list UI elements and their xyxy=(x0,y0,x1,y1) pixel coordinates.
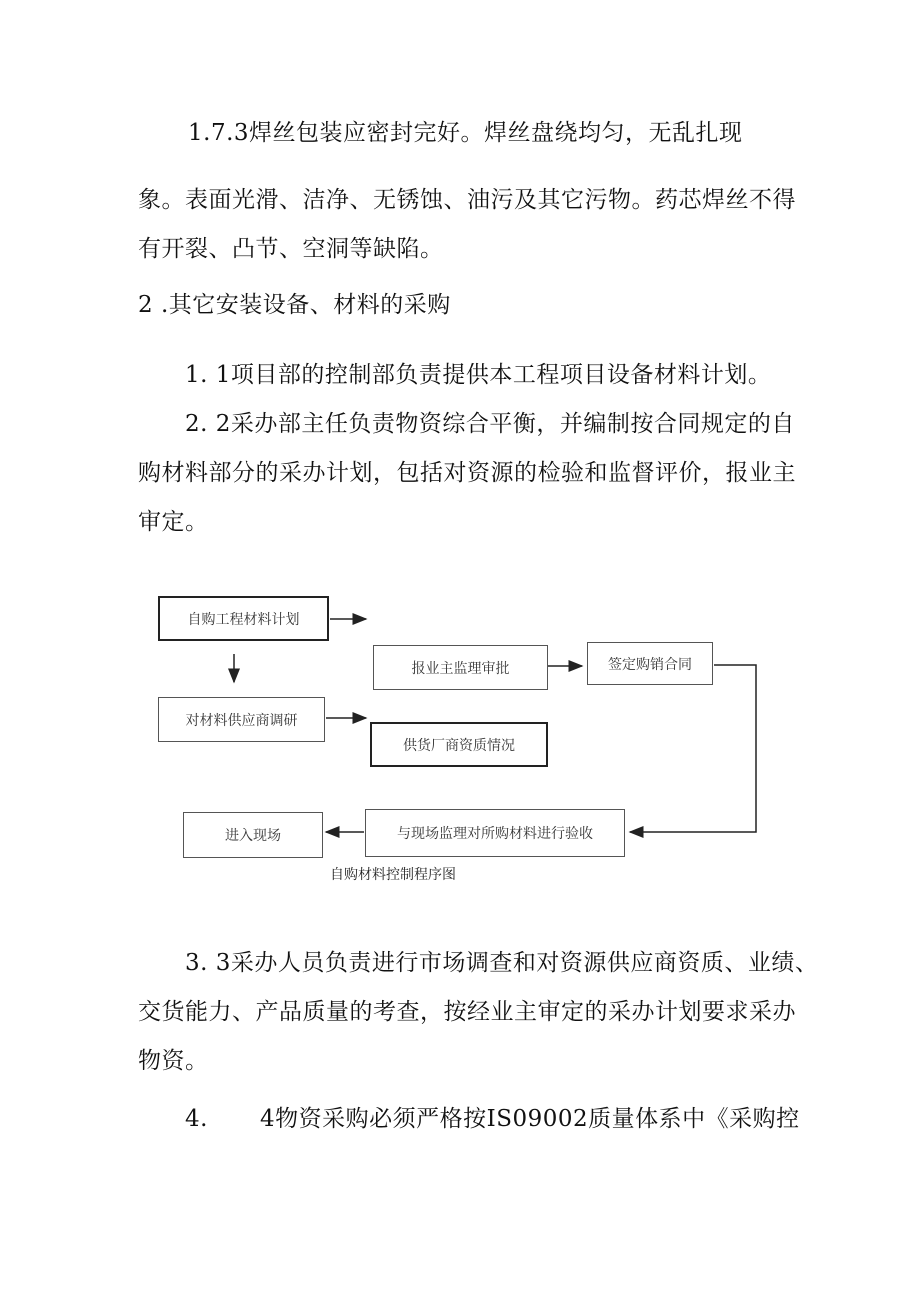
para-4-4-number: 4. xyxy=(185,1106,208,1132)
para-3-3-line2: 交货能力、产品质量的考查，按经业主审定的采办计划要求采办 xyxy=(138,999,796,1025)
para-2-2-line3: 审定。 xyxy=(138,509,209,535)
arrow-contract-to-inspect xyxy=(630,665,756,832)
para-1-7-3-line3: 有开裂、凸节、空洞等缺陷。 xyxy=(138,236,444,262)
para-3-3-line1: 3. 3采办人员负责进行市场调查和对资源供应商资质、业绩、 xyxy=(185,950,819,976)
para-1-7-3-line2: 象。表面光滑、洁净、无锈蚀、油污及其它污物。药芯焊丝不得 xyxy=(138,187,796,213)
para-2-1: 1. 1项目部的控制部负责提供本工程项目设备材料计划。 xyxy=(185,362,772,388)
para-3-3-line3: 物资。 xyxy=(138,1048,209,1074)
flowchart-caption: 自购材料控制程序图 xyxy=(330,867,456,883)
flow-box-material-plan: 自购工程材料计划 xyxy=(158,596,329,641)
flow-box-supplier-qualification: 供货厂商资质情况 xyxy=(370,722,548,767)
para-2-2-line1: 2. 2采办部主任负责物资综合平衡，并编制按合同规定的自 xyxy=(185,411,795,437)
flow-box-supplier-research: 对材料供应商调研 xyxy=(158,697,325,742)
para-2-2-line2: 购材料部分的采办计划，包括对资源的检验和监督评价，报业主 xyxy=(138,460,796,486)
flow-box-enter-site: 进入现场 xyxy=(183,812,323,858)
para-1-7-3-line1: 1.7.3焊丝包装应密封完好。焊丝盘绕均匀，无乱扎现 xyxy=(188,120,743,146)
flow-box-sign-contract: 签定购销合同 xyxy=(587,642,713,685)
section-heading-2: 2 .其它安装设备、材料的采购 xyxy=(138,292,451,318)
flow-box-joint-inspection: 与现场监理对所购材料进行验收 xyxy=(365,809,625,857)
flow-box-owner-approval: 报业主监理审批 xyxy=(373,645,548,690)
para-4-4-text: 4物资采购必须严格按IS09002质量体系中《采购控 xyxy=(260,1106,800,1132)
